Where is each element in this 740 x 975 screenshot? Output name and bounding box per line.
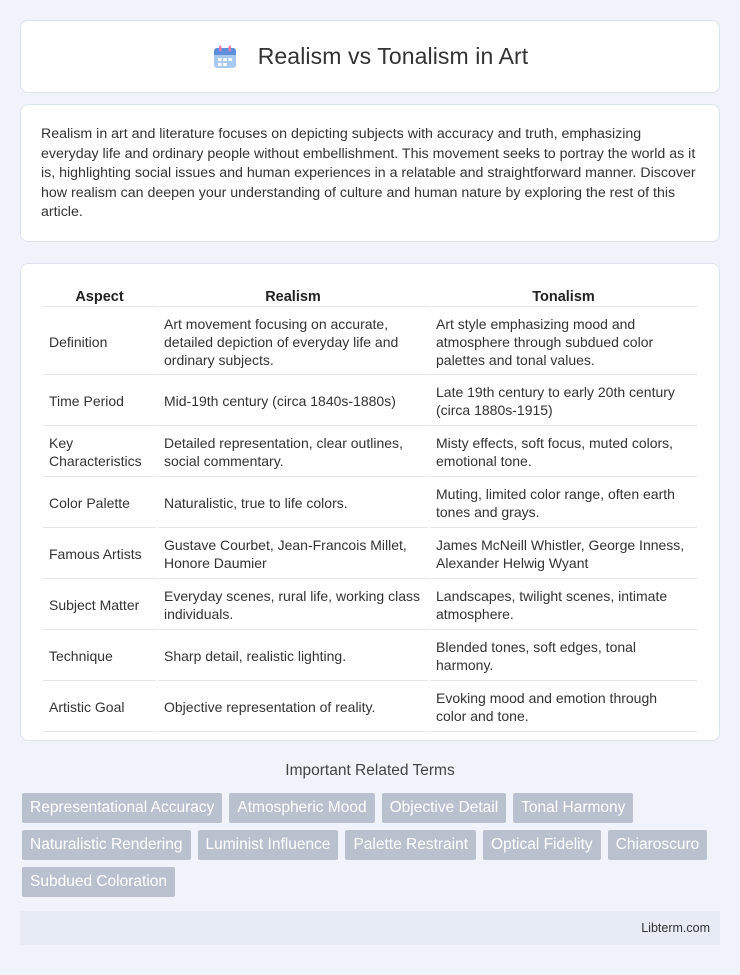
- tonalism-cell: Evoking mood and emotion through color and tone.: [430, 683, 697, 732]
- title-wrap: [212, 43, 529, 70]
- realism-cell: Art movement focusing on accurate, detailed depiction of everyday life and ordinary subjects.: [158, 309, 428, 375]
- related-term-tag[interactable]: Optical Fidelity: [483, 830, 601, 860]
- related-terms-title: Important Related Terms: [285, 762, 455, 779]
- aspect-cell: Famous Artists: [43, 530, 156, 579]
- intro-text: Realism in art and literature focuses on depicting subjects with accuracy and truth, emphasizing everyday life and ordinary people without embellishment. This movement seeks to portray the world as it is, highlighting social issues and human experiences in a relatable and straightforward manner. Discover how realism can deepen your understanding of culture and human nature by exploring the rest of this article.: [41, 126, 696, 221]
- tonalism-cell: Misty effects, soft focus, muted colors, emotional tone.: [430, 428, 697, 477]
- column-header-tonalism: Tonalism: [430, 286, 697, 307]
- related-term-tag[interactable]: Subdued Coloration: [22, 867, 175, 897]
- table-row: [43, 530, 697, 579]
- realism-cell: Sharp detail, realistic lighting.: [158, 632, 428, 681]
- related-term-tag[interactable]: Tonal Harmony: [513, 793, 633, 823]
- realism-cell: Gustave Courbet, Jean-Francois Millet, Honore Daumier: [158, 530, 428, 579]
- tonalism-cell: Muting, limited color range, often earth tones and grays.: [430, 479, 697, 528]
- table-row: [43, 581, 697, 630]
- tonalism-cell: Art style emphasizing mood and atmosphere through subdued color palettes and tonal values.: [430, 309, 697, 375]
- realism-cell: Everyday scenes, rural life, working class individuals.: [158, 581, 428, 630]
- table-row: [43, 683, 697, 732]
- realism-cell: Detailed representation, clear outlines, social commentary.: [158, 428, 428, 477]
- aspect-cell: Artistic Goal: [43, 683, 156, 732]
- aspect-cell: Subject Matter: [43, 581, 156, 630]
- column-header-realism: Realism: [158, 286, 428, 307]
- tonalism-cell: James McNeill Whistler, George Inness, Alexander Helwig Wyant: [430, 530, 697, 579]
- related-term-tag[interactable]: Objective Detail: [382, 793, 507, 823]
- tonalism-cell: Landscapes, twilight scenes, intimate atmosphere.: [430, 581, 697, 630]
- related-term-tag[interactable]: Chiaroscuro: [608, 830, 708, 860]
- table-header-row: [43, 286, 697, 307]
- realism-cell: Objective representation of reality.: [158, 683, 428, 732]
- header-card: [20, 20, 720, 93]
- footer-site-link[interactable]: Libterm.com: [641, 921, 710, 935]
- aspect-cell: Definition: [43, 309, 156, 375]
- footer: [20, 911, 720, 945]
- tonalism-cell: Late 19th century to early 20th century (circa 1880s-1915): [430, 377, 697, 426]
- table-row: [43, 632, 697, 681]
- table-row: [43, 377, 697, 426]
- aspect-cell: Time Period: [43, 377, 156, 426]
- realism-cell: Mid-19th century (circa 1840s-1880s): [158, 377, 428, 426]
- column-header-aspect: Aspect: [43, 286, 156, 307]
- aspect-cell: Key Characteristics: [43, 428, 156, 477]
- related-terms-list: [22, 793, 722, 897]
- calendar-icon: [212, 44, 238, 70]
- page-title: Realism vs Tonalism in Art: [257, 43, 529, 69]
- realism-cell: Naturalistic, true to life colors.: [158, 479, 428, 528]
- table-row: [43, 428, 697, 477]
- table-row: [43, 479, 697, 528]
- intro-card: [20, 104, 720, 242]
- aspect-cell: Color Palette: [43, 479, 156, 528]
- related-term-tag[interactable]: Naturalistic Rendering: [22, 830, 191, 860]
- related-term-tag[interactable]: Palette Restraint: [345, 830, 476, 860]
- comparison-table: [41, 284, 699, 734]
- tonalism-cell: Blended tones, soft edges, tonal harmony.: [430, 632, 697, 681]
- table-row: [43, 309, 697, 375]
- aspect-cell: Technique: [43, 632, 156, 681]
- comparison-table-card: [20, 263, 720, 741]
- related-term-tag[interactable]: Atmospheric Mood: [229, 793, 374, 823]
- related-term-tag[interactable]: Luminist Influence: [198, 830, 339, 860]
- related-term-tag[interactable]: Representational Accuracy: [22, 793, 222, 823]
